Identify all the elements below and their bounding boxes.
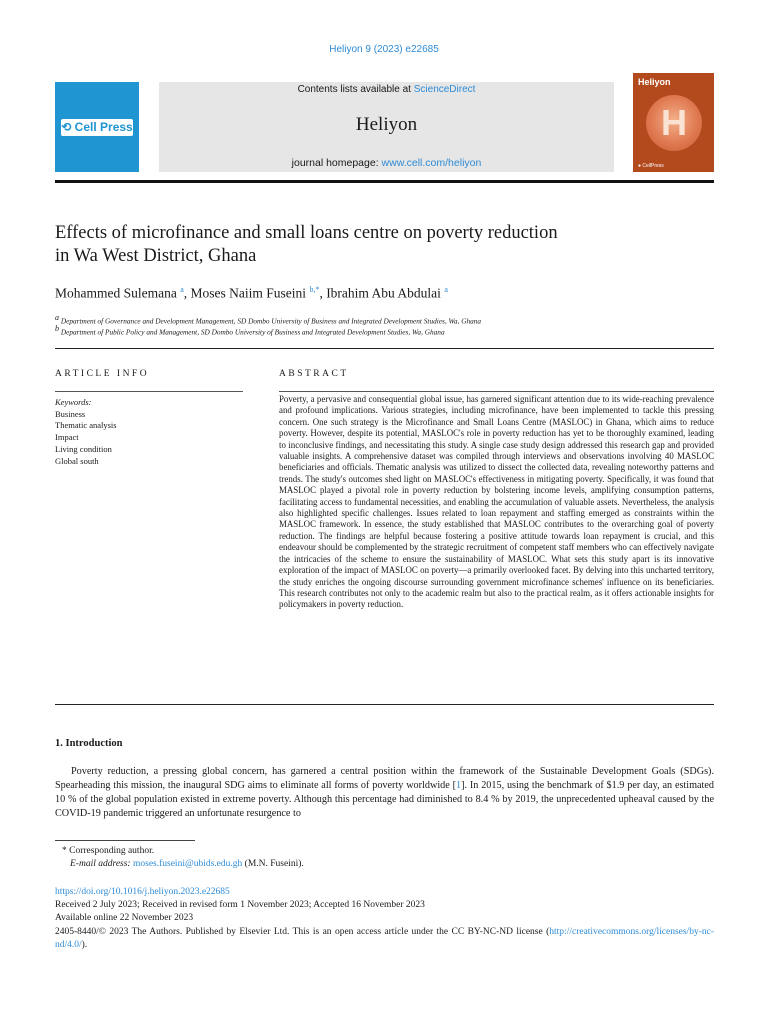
section-heading-introduction: 1. Introduction (55, 738, 123, 749)
cellpress-mark-icon: ⟲ (61, 120, 72, 134)
email-link[interactable]: moses.fuseini@ubids.edu.gh (132, 859, 243, 869)
keyword[interactable]: Living condition (55, 443, 112, 454)
sciencedirect-link[interactable]: ScienceDirect (413, 84, 476, 95)
affiliation: $^a$ Department of Governance and Development Management, SD Dombo University of Business and Integrated Development Studies, Wa, Ghana (55, 313, 482, 326)
footnote-divider (55, 840, 195, 841)
introduction-paragraph: Poverty reduction, a pressing global concern, has garnered a central position within the framework of the Sustainable Development Goals (SDGs). Spearheading this mission, the inaugural SDG aims to eliminate all forms of poverty worldwide [1]. In 2015, using the benchmark of $1.9 per day, an estimated 10 % of the global population existed in extreme poverty. Although this percentage had diminished to 8.4 % by 2019, the unprecedented upheaval caused by the COVID-19 pandemic triggered an unfortunate resurgence to (55, 766, 714, 819)
reference-link[interactable]: 1 (456, 780, 462, 791)
author-affil-mark[interactable]: b,* (309, 285, 320, 294)
divider (279, 391, 714, 392)
author-name[interactable]: Mohammed Sulemana (55, 285, 177, 301)
cover-letter: H (661, 102, 687, 143)
header-rule (55, 180, 714, 183)
article-title: Effects of microfinance and small loans centre on poverty reduction in Wa West District, Ghana (55, 223, 558, 266)
abstract-text: Poverty, a pervasive and consequential global issue, has garnered significant attention due to its wide-reaching prevalence and profound implications. Various strategies, including microfinance, have been implemented to tackle this pressing concern. One such strategy is the Microfinance and Small Loans Centre (MASLOC) in Ghana, which aims to reduce poverty. However, despite its potential, MASLOC's role in poverty reduction has yet to be thoroughly examined, leading to inconclusive findings, and necessitating this study. A single case study design addressed this research gap and provided valuable insights. A comprehensive dataset was compiled through interviews and observations involving 40 MASLOC beneficiaries and officials. Thematic analysis was utilized to dissect the collected data, revealing noteworthy patterns and trends. The study's outcomes shed light on MASLOC's effectiveness in mitigating poverty. Specifically, it was found that MASLOC played a pivotal role in poverty reduction by bolstering income levels, amplifying consumption patterns, facilitating access to fundamental necessities, and enabling the accumulation of valuable assets. Nevertheless, the analysis also highlighted specific challenges. Issues related to loan repayment and staffing emerged as constraints within the MASLOC framework. In essence, the study established that MASLOC contributes to the overarching goal of poverty reduction. The findings are helpful because fostering a positive attitude towards loan repayment is crucial, and this endeavour should be complemented by the strategic recruitment of competent staff members who can effectively navigate the intricacies of the scheme to ensure the sustainability of MASLOC. What sets this study apart is its innovative exploration of the impact of MASLOC on poverty—a primarily overlooked facet. By delving into this uncharted territory, the study enriches the ongoing discourse surrounding government microfinance schemes' influence on its beneficiaries. This research contributes not only to the academic realm but also to the practical realm, as it offers actionable insights for policymakers in poverty reduction. (279, 394, 714, 610)
license-statement: 2405-8440/© 2023 The Authors. Published by Elsevier Ltd. This is an open access article under the CC BY-NC-ND license (http://creativecommons.org/licenses/by-nc-nd/4.0/). (55, 927, 714, 950)
divider (55, 391, 243, 392)
abstract-heading: ABSTRACT (279, 369, 349, 379)
cover-emblem-icon (646, 95, 702, 151)
cover-footer: ● CellPress (638, 163, 664, 169)
author-affil-mark[interactable]: a (444, 285, 448, 294)
keyword[interactable]: Business (55, 408, 86, 419)
author-affil-mark[interactable]: a (180, 285, 184, 294)
cover-title: Heliyon (638, 77, 671, 87)
author-name[interactable]: Moses Naiim Fuseini (190, 285, 307, 301)
journal-name: Heliyon (355, 114, 418, 135)
divider (55, 704, 714, 705)
keyword[interactable]: Impact (55, 432, 79, 443)
author-name[interactable]: Ibrahim Abu Abdulai (326, 285, 441, 301)
received-dates: Received 2 July 2023; Received in revised form 1 November 2023; Accepted 16 November 2023 (55, 900, 425, 910)
author-list: Mohammed Sulemana $^a$, Moses Naiim Fuseini $^{b,*}$, Ibrahim Abu Abdulai $^a$ (55, 285, 448, 301)
license-link[interactable]: http://creativecommons.org/licenses/by-nc-nd/4.0/ (55, 927, 714, 950)
doi-link[interactable]: https://doi.org/10.1016/j.heliyon.2023.e22685 (55, 887, 230, 897)
cellpress-logo[interactable] (55, 82, 139, 172)
article-info-heading: ARTICLE INFO (55, 369, 150, 379)
affiliation: $^b$ Department of Public Policy and Management, SD Dombo University of Business and Integrated Development Studies, Wa, Ghana (55, 324, 445, 337)
homepage-line: journal homepage: www.cell.com/heliyon (291, 157, 482, 169)
corresponding-author-note: * Corresponding author. (62, 846, 155, 856)
keyword[interactable]: Thematic analysis (55, 420, 117, 431)
keywords-label: Keywords: (55, 397, 92, 407)
keywords-list (55, 397, 240, 467)
cellpress-logo-text: ⟲ Cell Press (61, 120, 133, 134)
journal-citation[interactable]: Heliyon 9 (2023) e22685 (329, 44, 439, 55)
journal-header (159, 82, 614, 172)
divider (55, 348, 714, 349)
available-online: Available online 22 November 2023 (55, 913, 194, 923)
journal-cover[interactable] (633, 73, 714, 172)
homepage-link[interactable]: www.cell.com/heliyon (381, 157, 482, 169)
email-note: E-mail address: moses.fuseini@ubids.edu.gh (M.N. Fuseini). (70, 859, 304, 869)
keyword[interactable]: Global south (55, 455, 99, 466)
contents-line: Contents lists available at ScienceDirect (297, 84, 476, 95)
